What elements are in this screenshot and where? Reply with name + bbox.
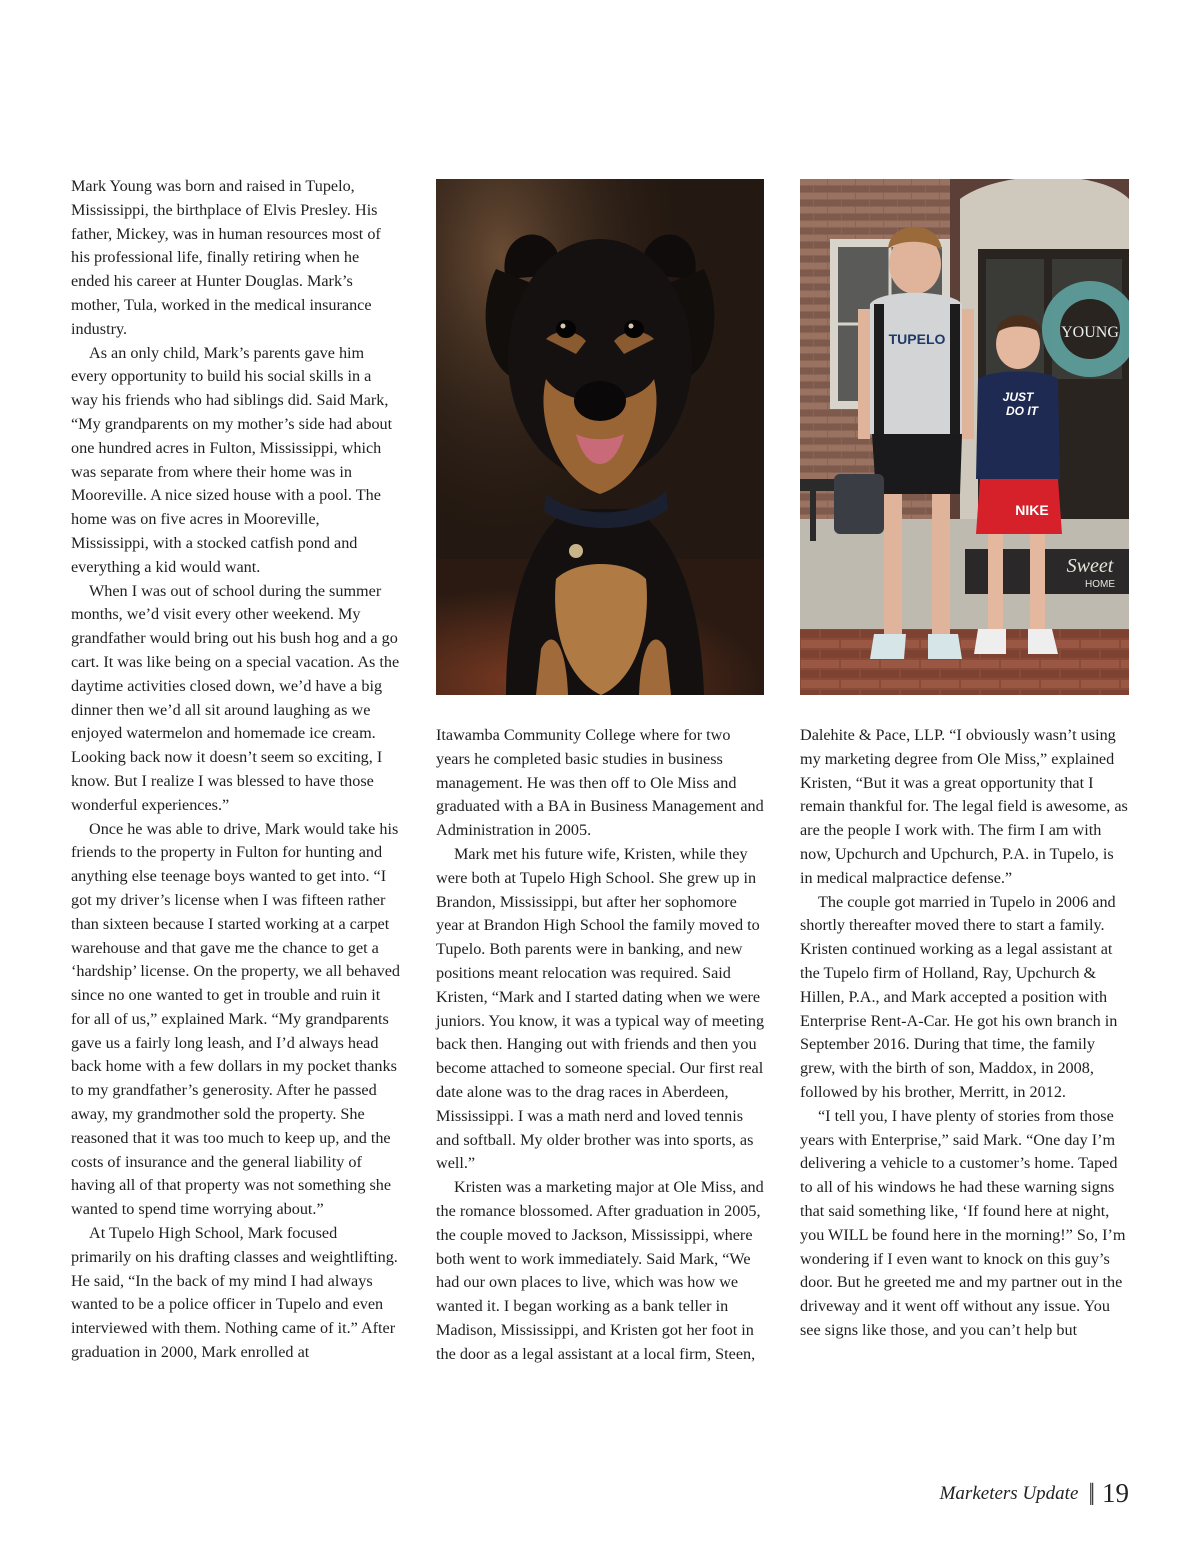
paragraph: “I tell you, I have plenty of stories from those years with Enterprise,” said Mark. “One day I’m delivering a vehicle to a customer’s home. Taped to all of his windows he had these warning signs that said something like, ‘If found here at night, you WILL be found here in the morning!” So, I’m wondering if I even want to knock on this guy’s door. But he greeted me and my partner out in the driveway and it went off without any issue. You see signs like those, and you can’t help but: [800, 1106, 1126, 1339]
paragraph: Once he was able to drive, Mark would take his friends to the property in Fulton for hunting and anything else teenage boys wanted to get into. “I got my driver’s license when I was fifteen rather than sixteen because I started working at a carpet warehouse and that gave me the chance to get a ‘hardship’ license. On the property, we all behaved since no one wanted to get in trouble and ruin it for all of us,” explained Mark. “My grandparents gave us a fairly long leash, and I’d always head back home with a few dollars in my pocket thanks to my grandfather’s generosity. After he passed away, my grandmother sold the property. She reasoned that it was too much to keep up, and the costs of insurance and the general liability of having all of that property was not something she wanted to spend time worrying about.”: [71, 819, 401, 1219]
door-sign-text: YOUNG: [1061, 324, 1119, 341]
dog-photo: [436, 179, 764, 695]
footer-separator: ||: [1088, 1480, 1092, 1506]
shirt2-line1: JUST: [1002, 390, 1034, 404]
paragraph: Mark met his future wife, Kristen, while they were both at Tupelo High School. She grew up in Brandon, Mississippi, but after her sophomore year at Brandon High School the family moved to Tupelo. Both parents were in banking, and new positions meant relocation was required. Said Kristen, “Mark and I started dating when we were juniors. You know, it was a typical way of meeting back then. Hanging out with friends and then you become attached to someone special. Our first real date alone was to the drag races in Aberdeen, Mississippi. I was a math nerd and loved tennis and softball. My older brother was into sports, as well.”: [436, 844, 765, 1173]
doormat-text: HOME: [1085, 579, 1115, 590]
shirt-text: TUPELO: [888, 331, 946, 347]
boys-photo: [800, 179, 1129, 695]
paragraph: At Tupelo High School, Mark focused primarily on his drafting classes and weightlifting. He said, “In the back of my mind I had always wanted to be a police officer in Tupelo and even interviewed with them. Nothing came of it.” After graduation in 2000, Mark enrolled at: [71, 1224, 398, 1362]
page-footer: [940, 1478, 1129, 1509]
paragraph: Itawamba Community College where for two years he completed basic studies in business management. He was then off to Ole Miss and graduated with a BA in Business Management and Administration in 2005.: [436, 726, 764, 840]
doormat-script-text: Sweet: [1066, 555, 1114, 577]
paragraph: Dalehite & Pace, LLP. “I obviously wasn’t using my marketing degree from Ole Miss,” explained Kristen, “But it was a great opportunity that I remain thankful for. The legal field is awesome, as are the people I work with. The firm I am with now, Upchurch and Upchurch, P.A. in Tupelo, is in medical malpractice defense.”: [800, 726, 1128, 887]
shirt2-line2: DO IT: [1006, 404, 1038, 418]
publication-name: Marketers Update: [939, 1482, 1079, 1504]
article-column-3: [800, 724, 1130, 1343]
article-column-2: [436, 724, 766, 1367]
article-column-1: [71, 175, 401, 1365]
shorts-text: NIKE: [1015, 502, 1049, 518]
paragraph: Kristen was a marketing major at Ole Miss, and the romance blossomed. After graduation in 2005, the couple moved to Jackson, Mississippi, where both went to work immediately. Said Mark, “We had our own places to live, which was how we wanted it. I began working as a bank teller in Madison, Mississippi, and Kristen got her foot in the door as a legal assistant at a local firm, Steen,: [436, 1178, 764, 1363]
paragraph: The couple got married in Tupelo in 2006 and shortly thereafter moved there to start a family. Kristen continued working as a legal assistant at the Tupelo firm of Holland, Ray, Upchurch & Hillen, P.A., and Mark accepted a position with Enterprise Rent-A-Car. He got his own branch in September 2016. During that time, the family grew, with the birth of son, Maddox, in 2008, followed by his brother, Merritt, in 2012.: [800, 892, 1118, 1101]
paragraph: When I was out of school during the summer months, we’d visit every other weekend. My grandfather would bring out his bush hog and a go cart. It was like being on a special vacation. As the daytime activities closed down, we’d have a big dinner then we’d all sit around laughing as we enjoyed watermelon and homemade ice cream. Looking back now it doesn’t seem so exciting, I know. But I realize I was blessed to have those wonderful experiences.”: [71, 581, 400, 814]
page-number: 19: [1102, 1478, 1129, 1508]
paragraph: As an only child, Mark’s parents gave him every opportunity to build his social skills in a way his friends who had siblings did. Said Mark, “My grandparents on my mother’s side had about one hundred acres in Fulton, Mississippi, which was separate from where their home was in Mooreville. A nice sized house with a pool. The home was on five acres in Mooreville, Mississippi, with a stocked catfish pond and everything a kid would want.: [71, 343, 393, 576]
paragraph: Mark Young was born and raised in Tupelo, Mississippi, the birthplace of Elvis Presley. His father, Mickey, was in human resources most of his professional life, finally retiring when he ended his career at Hunter Douglas. Mark’s mother, Tula, worked in the medical insurance industry.: [71, 177, 381, 338]
